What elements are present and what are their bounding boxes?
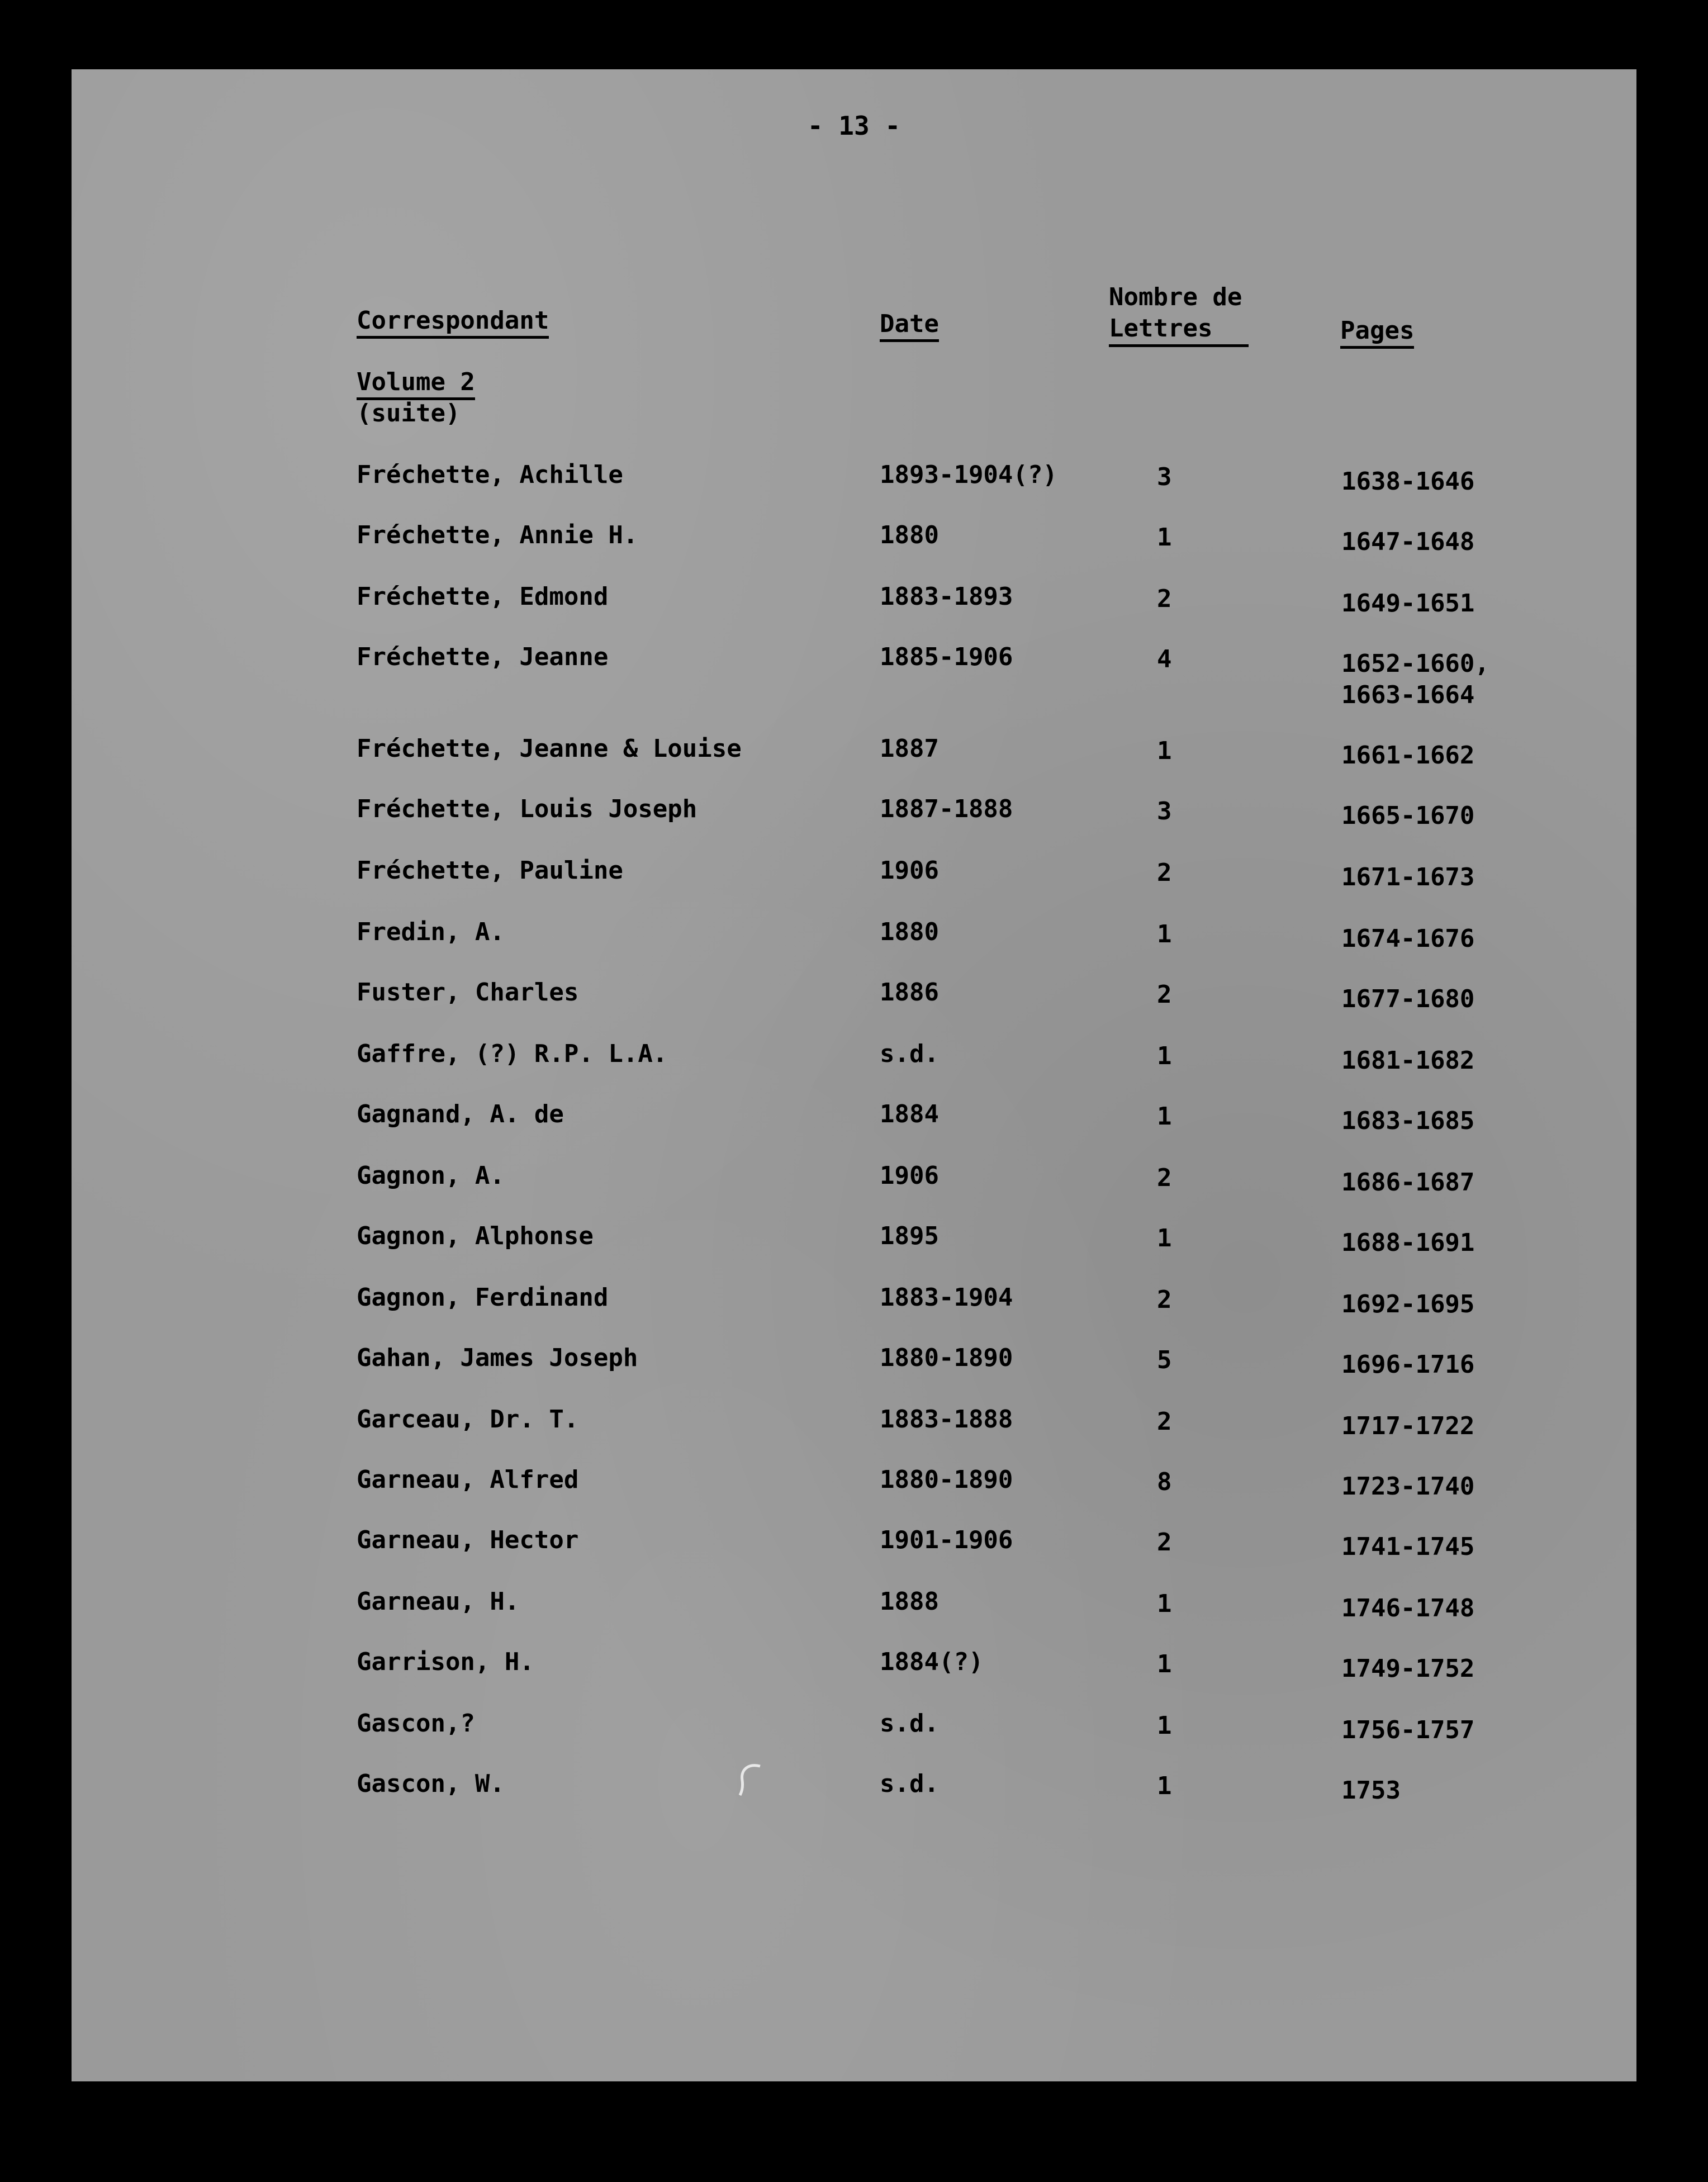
table-row (0, 917, 1708, 973)
table-row (0, 1464, 1708, 1520)
page-range: 1692-1695 (1341, 1290, 1475, 1318)
page-range: 1649-1651 (1341, 589, 1475, 618)
letter-date: 1880 (880, 918, 939, 946)
correspondant-name: Gagnon, A. (357, 1161, 505, 1190)
header-date (880, 309, 939, 340)
page-range: 1746-1748 (1341, 1594, 1475, 1623)
letter-count: 2 (1157, 1528, 1172, 1557)
table-row (0, 1343, 1708, 1398)
volume-section (357, 367, 475, 429)
table-row (0, 855, 1708, 911)
letter-count: 2 (1157, 1407, 1172, 1436)
letter-count: 3 (1157, 797, 1172, 826)
letter-date: 1906 (880, 1161, 939, 1190)
letter-date: 1885-1906 (880, 643, 1013, 671)
header-nombre (1109, 282, 1249, 347)
letter-count: 1 (1157, 1102, 1172, 1131)
letter-count: 1 (1157, 920, 1172, 948)
correspondant-name: Fredin, A. (357, 918, 505, 946)
letter-date: 1895 (880, 1222, 939, 1250)
page-range: 1677-1680 (1341, 985, 1475, 1013)
page-range: 1723-1740 (1341, 1472, 1475, 1501)
correspondant-name: Gascon, W. (357, 1770, 505, 1798)
letter-count: 3 (1157, 463, 1172, 491)
header-date-label: Date (880, 310, 939, 342)
letter-count: 1 (1157, 1042, 1172, 1070)
table-row (0, 1768, 1708, 1824)
table-row (0, 1282, 1708, 1338)
letter-date: 1880-1890 (880, 1465, 1013, 1494)
pen-mark (732, 1761, 766, 1800)
letter-date: 1880 (880, 521, 939, 549)
letter-date: 1886 (880, 978, 939, 1007)
letter-date: 1884(?) (880, 1648, 984, 1676)
letter-count: 1 (1157, 523, 1172, 552)
page-range: 1749-1752 (1341, 1654, 1475, 1683)
letter-count: 1 (1157, 1224, 1172, 1253)
correspondant-name: Gascon,? (357, 1709, 475, 1738)
letter-count: 1 (1157, 1711, 1172, 1740)
letter-count: 1 (1157, 1650, 1172, 1678)
letter-count: 8 (1157, 1468, 1172, 1496)
table-row (0, 1647, 1708, 1702)
table-row (0, 1160, 1708, 1216)
header-nombre-line2: Lettres (1109, 313, 1249, 347)
correspondant-name: Fréchette, Jeanne & Louise (357, 734, 742, 763)
letter-count: 1 (1157, 1772, 1172, 1800)
page-range: 1652-1660, 1663-1664 (1341, 649, 1489, 709)
correspondant-name: Gahan, James Joseph (357, 1344, 638, 1372)
page-range: 1717-1722 (1341, 1412, 1475, 1440)
correspondant-name: Fréchette, Annie H. (357, 521, 638, 549)
page-range: 1753 (1341, 1776, 1401, 1805)
letter-count: 1 (1157, 1590, 1172, 1618)
page-range: 1686-1687 (1341, 1168, 1475, 1197)
letter-count: 2 (1157, 980, 1172, 1009)
page-range: 1661-1662 (1341, 741, 1475, 770)
table-row (0, 581, 1708, 637)
correspondant-name: Fréchette, Louis Joseph (357, 795, 698, 823)
letter-date: 1893-1904(?) (880, 461, 1057, 489)
letter-count: 4 (1157, 645, 1172, 673)
page-range: 1681-1682 (1341, 1046, 1475, 1075)
correspondant-name: Garneau, H. (357, 1587, 520, 1616)
letter-date: s.d. (880, 1709, 939, 1738)
page-range: 1688-1691 (1341, 1228, 1475, 1257)
table-row (0, 1038, 1708, 1094)
letter-count: 2 (1157, 585, 1172, 613)
header-pages-label: Pages (1340, 316, 1414, 349)
letter-date: s.d. (880, 1770, 939, 1798)
letter-count: 2 (1157, 1164, 1172, 1192)
page-range: 1638-1646 (1341, 467, 1475, 496)
correspondant-name: Gagnon, Ferdinand (357, 1283, 609, 1312)
correspondant-name: Fréchette, Achille (357, 461, 623, 489)
table-row (0, 1586, 1708, 1642)
correspondant-name: Garceau, Dr. T. (357, 1405, 579, 1434)
page-number: - 13 - (807, 111, 901, 141)
page-range: 1696-1716 (1341, 1350, 1475, 1379)
correspondant-name: Gaffre, (?) R.P. L.A. (357, 1040, 668, 1068)
table-row (0, 1099, 1708, 1155)
letter-date: 1884 (880, 1100, 939, 1128)
letter-date: 1888 (880, 1587, 939, 1616)
volume-suite: (suite) (357, 399, 461, 428)
correspondant-name: Gagnon, Alphonse (357, 1222, 594, 1250)
letter-date: 1901-1906 (880, 1526, 1013, 1554)
page-range: 1647-1648 (1341, 528, 1475, 556)
letter-date: 1906 (880, 856, 939, 885)
table-row (0, 1404, 1708, 1460)
letter-count: 1 (1157, 737, 1172, 765)
correspondant-name: Fréchette, Pauline (357, 856, 623, 885)
table-row (0, 1525, 1708, 1581)
correspondant-name: Garneau, Hector (357, 1526, 579, 1554)
correspondant-name: Fréchette, Jeanne (357, 643, 609, 671)
letter-date: 1880-1890 (880, 1344, 1013, 1372)
table-row (0, 459, 1708, 515)
page-range: 1756-1757 (1341, 1716, 1475, 1744)
table-row (0, 1708, 1708, 1764)
table-row (0, 642, 1708, 709)
header-pages (1340, 315, 1414, 347)
header-correspondant (357, 305, 549, 336)
table-row (0, 977, 1708, 1033)
table-row (0, 1221, 1708, 1277)
letter-count: 2 (1157, 1286, 1172, 1314)
page-range: 1683-1685 (1341, 1107, 1475, 1135)
correspondant-name: Garneau, Alfred (357, 1465, 579, 1494)
table-row (0, 520, 1708, 576)
letter-date: s.d. (880, 1040, 939, 1068)
correspondant-name: Fuster, Charles (357, 978, 579, 1007)
page-range: 1665-1670 (1341, 801, 1475, 830)
header-nombre-line1: Nombre de (1109, 283, 1242, 311)
correspondant-name: Gagnand, A. de (357, 1100, 564, 1128)
correspondant-name: Garrison, H. (357, 1648, 534, 1676)
letter-date: 1883-1904 (880, 1283, 1013, 1312)
table-row (0, 794, 1708, 850)
volume-label: Volume 2 (357, 368, 475, 400)
page-range: 1741-1745 (1341, 1533, 1475, 1561)
letter-date: 1887 (880, 734, 939, 763)
letter-date: 1887-1888 (880, 795, 1013, 823)
letter-date: 1883-1893 (880, 582, 1013, 611)
page-range: 1674-1676 (1341, 924, 1475, 953)
letter-count: 2 (1157, 858, 1172, 887)
table-row (0, 733, 1708, 789)
letter-date: 1883-1888 (880, 1405, 1013, 1434)
page-range: 1671-1673 (1341, 863, 1475, 891)
letter-count: 5 (1157, 1346, 1172, 1374)
correspondant-name: Fréchette, Edmond (357, 582, 609, 611)
header-correspondant-label: Correspondant (357, 306, 549, 339)
